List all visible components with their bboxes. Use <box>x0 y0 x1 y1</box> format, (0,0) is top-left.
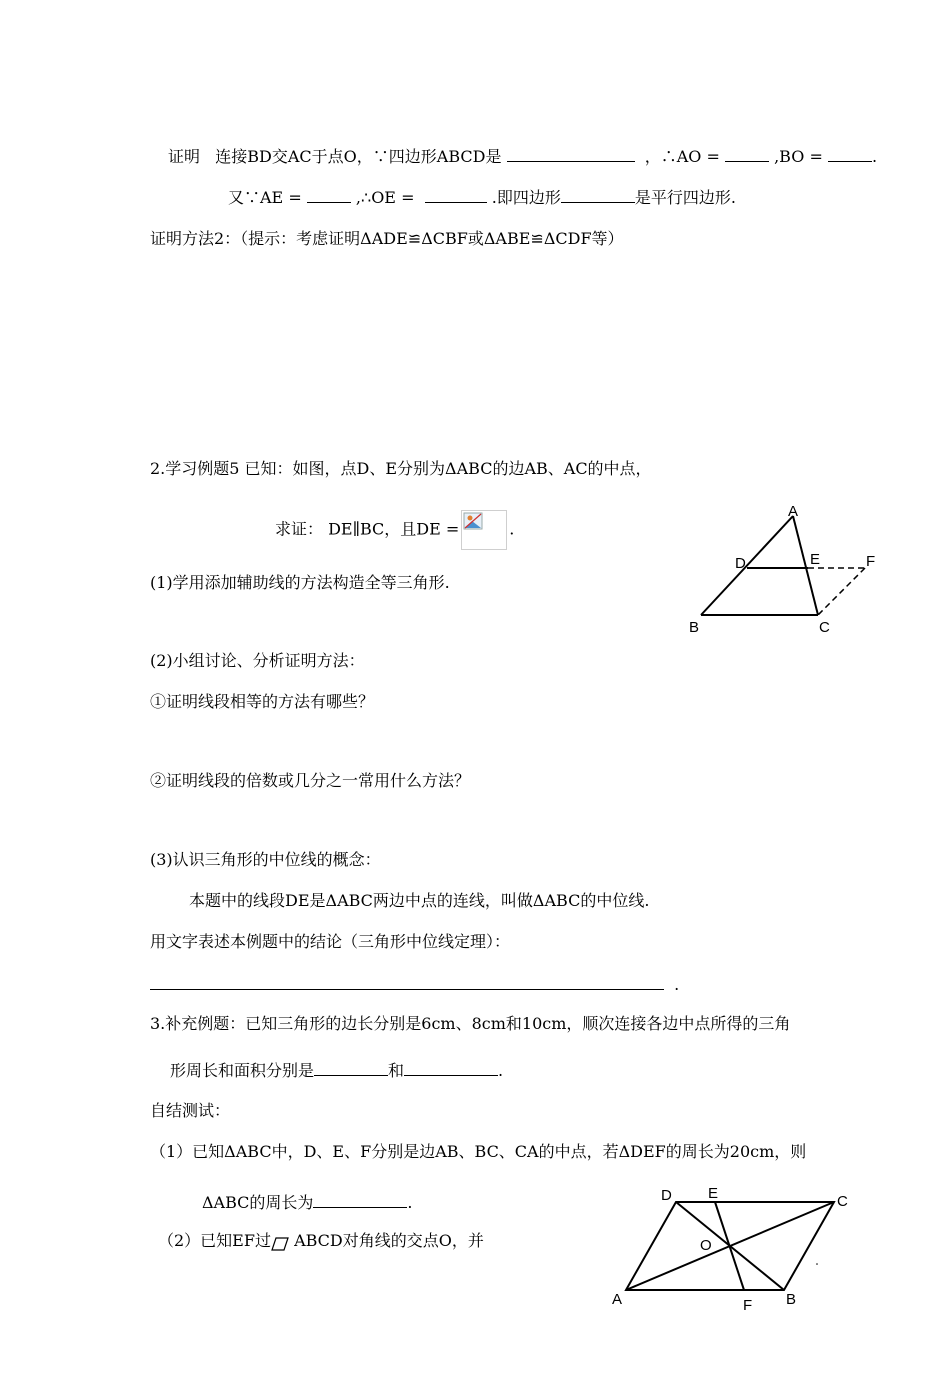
label-e2: E <box>708 1185 719 1202</box>
label-b2: B <box>786 1291 797 1308</box>
label-a2: A <box>612 1291 623 1308</box>
example3-line1: 3.补充例题：已知三角形的边长分别是6cm、8cm和10cm，顺次连接各边中点所得的三角 <box>150 1014 791 1033</box>
example3-text-a: 形周长和面积分别是 <box>170 1061 315 1080</box>
label-o: O <box>700 1237 712 1254</box>
proof1-line1 <box>168 145 877 168</box>
proof1-text-b: ，∴AO = <box>644 147 720 166</box>
selftest-q2-text-b: ABCD对角线的交点O，并 <box>294 1231 484 1250</box>
label-d2: D <box>661 1187 672 1204</box>
selftest-q1-text: ΔABC的周长为 <box>202 1193 314 1212</box>
median-line-concept: 本题中的线段DE是ΔABC两边中点的连线，叫做ΔABC的中位线. <box>189 891 650 910</box>
prove-text: 求证： DE∥BC，且DE = <box>275 519 460 539</box>
triangle-midline-figure <box>680 498 880 640</box>
blank-oe[interactable] <box>425 186 487 203</box>
blank-theorem[interactable] <box>150 973 664 990</box>
proof1-text-g: .即四边形 <box>491 188 561 207</box>
proof1-line2 <box>228 186 736 209</box>
prove-period: . <box>509 519 515 539</box>
label-e: E <box>810 551 821 568</box>
label-a: A <box>788 503 799 520</box>
proof1-text-h: 是平行四边形. <box>634 188 736 207</box>
blank-ao[interactable] <box>725 145 769 162</box>
proof1-text-c: ,BO = <box>774 147 823 166</box>
selftest-q1-period: . <box>407 1193 413 1212</box>
side-ab <box>701 516 793 615</box>
label-d: D <box>735 555 746 572</box>
example5-prove <box>275 510 514 550</box>
selftest-q1-line1: （1）已知ΔABC中，D、E、F分别是边AB、BC、CA的中点，若ΔDEF的周长为20cm，则 <box>150 1142 807 1161</box>
broken-image-icon <box>461 510 507 550</box>
proof1-text-d: . <box>871 147 878 166</box>
segment-ef <box>715 1202 744 1290</box>
example3-text-b: 和 <box>388 1061 405 1080</box>
parallelogram-figure <box>606 1180 856 1315</box>
example5-given: 2.学习例题5 已知：如图，点D、E分别为ΔABC的边AB、AC的中点， <box>150 459 652 478</box>
proof1-text-e: 又∵AE = <box>228 188 302 207</box>
example5-step1: (1)学用添加辅助线的方法构造全等三角形. <box>150 573 450 592</box>
proof1-text-f: ,∴OE = <box>355 188 415 207</box>
blank-abc-perimeter[interactable] <box>313 1191 407 1208</box>
theorem-prompt: 用文字表述本例题中的结论（三角形中位线定理）： <box>150 932 511 951</box>
selftest-q2-text-a: （2）已知EF过 <box>158 1231 271 1250</box>
selftest-q1-line2 <box>202 1191 413 1214</box>
example3-text-c: . <box>498 1061 504 1080</box>
theorem-period: . <box>674 975 680 994</box>
label-b: B <box>689 619 700 636</box>
proof1-text-a: 连接BD交AC于点O，∵四边形ABCD是 <box>215 147 502 166</box>
blank-area[interactable] <box>404 1059 498 1076</box>
label-f2: F <box>743 1297 753 1314</box>
blank-ae[interactable] <box>307 186 351 203</box>
label-f: F <box>866 553 876 570</box>
blank-bo[interactable] <box>828 145 872 162</box>
selftest-q2-line1 <box>158 1230 484 1252</box>
theorem-answer-line <box>150 973 679 996</box>
label-c: C <box>819 619 830 636</box>
example5-question1: ①证明线段相等的方法有哪些？ <box>150 692 375 711</box>
segment-fc <box>818 568 865 615</box>
example3-line2 <box>170 1059 503 1082</box>
blank-quadrilateral-name[interactable] <box>561 186 635 203</box>
label-c2: C <box>837 1193 848 1210</box>
method2-hint: 证明方法2：（提示：考虑证明ΔADE≌ΔCBF或ΔABE≌ΔCDF等） <box>150 229 624 248</box>
blank-perimeter[interactable] <box>314 1059 388 1076</box>
example5-question2: ②证明线段的倍数或几分之一常用什么方法？ <box>150 771 471 790</box>
stray-dot <box>816 1263 818 1265</box>
proof1-prefix: 证明 <box>168 147 201 166</box>
parallelogram-icon <box>271 1235 289 1249</box>
example5-step3: (3)认识三角形的中位线的概念： <box>150 850 381 869</box>
blank-quadrilateral-type[interactable] <box>507 145 635 162</box>
selftest-title: 自结测试： <box>150 1101 231 1120</box>
example5-step2: (2)小组讨论、分析证明方法： <box>150 651 365 670</box>
